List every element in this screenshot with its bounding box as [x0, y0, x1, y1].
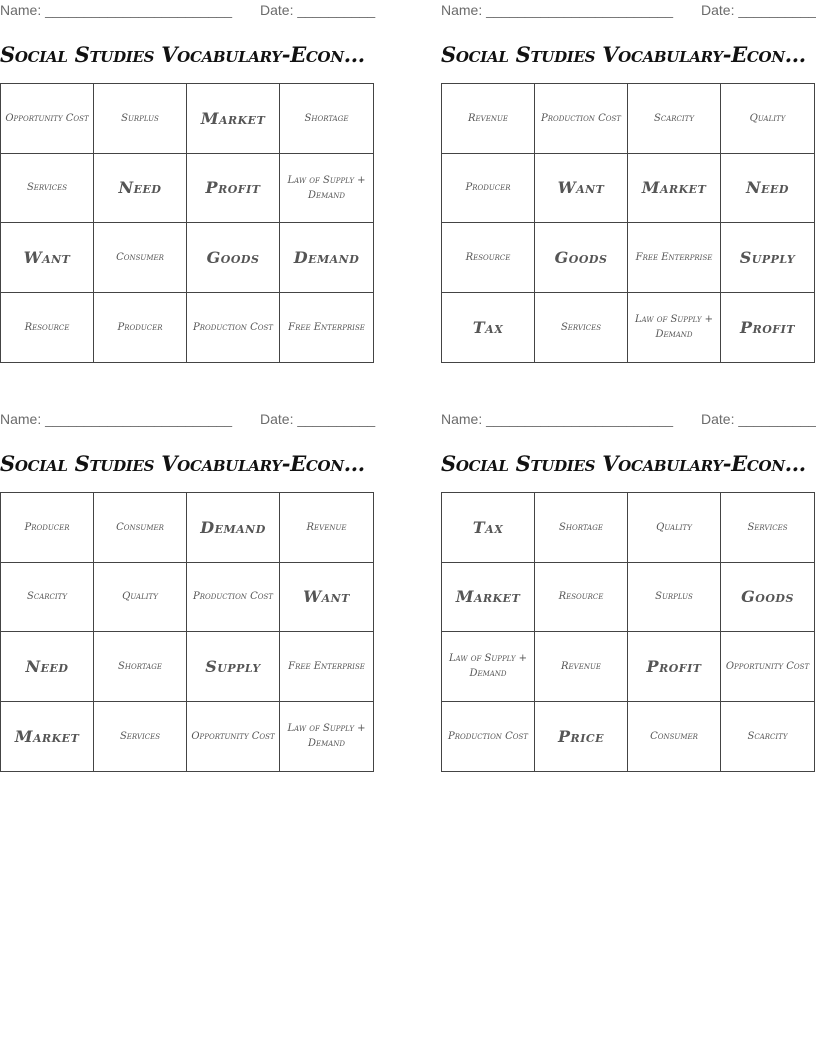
bingo-cell[interactable]: Production Cost — [187, 563, 280, 633]
bingo-cell[interactable]: Services — [721, 493, 814, 563]
bingo-cell[interactable]: Shortage — [94, 632, 187, 702]
date-field[interactable]: Date: __________ — [701, 2, 816, 18]
bingo-cell[interactable]: Scarcity — [628, 84, 721, 154]
bingo-cell[interactable]: Quality — [94, 563, 187, 633]
card-header — [441, 2, 816, 20]
bingo-cell[interactable]: Opportunity Cost — [1, 84, 94, 154]
name-field[interactable]: Name: ________________________ — [0, 411, 232, 427]
bingo-cell[interactable]: Producer — [1, 493, 94, 563]
card-title: Social Studies Vocabulary-Econ... — [441, 42, 806, 67]
bingo-cell[interactable]: Price — [535, 702, 628, 772]
bingo-grid — [0, 83, 374, 363]
bingo-cell[interactable]: Profit — [187, 154, 280, 224]
bingo-cell[interactable]: Opportunity Cost — [187, 702, 280, 772]
name-field[interactable]: Name: ________________________ — [441, 2, 673, 18]
bingo-cell[interactable]: Need — [721, 154, 814, 224]
bingo-cell[interactable]: Want — [535, 154, 628, 224]
bingo-cell[interactable]: Scarcity — [1, 563, 94, 633]
card-header — [441, 411, 816, 429]
bingo-cell[interactable]: Profit — [740, 317, 795, 337]
bingo-cell[interactable]: Market — [1, 702, 94, 772]
bingo-cell[interactable]: Production Cost — [442, 702, 535, 772]
bingo-card-1 — [0, 0, 376, 380]
bingo-cell[interactable]: Tax — [442, 293, 535, 363]
bingo-cell[interactable]: Market — [442, 563, 535, 633]
bingo-cell[interactable]: Want — [280, 563, 373, 633]
bingo-cell[interactable]: Consumer — [94, 493, 187, 563]
bingo-cell[interactable]: Demand — [280, 223, 373, 293]
date-field[interactable]: Date: __________ — [701, 411, 816, 427]
bingo-grid — [0, 492, 374, 772]
bingo-cell[interactable]: Resource — [1, 293, 94, 363]
bingo-cell[interactable]: Producer — [94, 293, 187, 363]
bingo-cell[interactable]: Consumer — [628, 702, 721, 772]
bingo-cell[interactable]: Supply — [187, 632, 280, 702]
bingo-grid — [441, 492, 815, 772]
bingo-cell[interactable]: Production Cost — [535, 84, 628, 154]
bingo-cell[interactable]: Surplus — [94, 84, 187, 154]
bingo-cell[interactable]: Market — [187, 84, 280, 154]
date-field[interactable]: Date: __________ — [260, 2, 376, 18]
bingo-grid — [441, 83, 815, 363]
bingo-card-3 — [0, 409, 376, 789]
bingo-cell[interactable]: Tax — [442, 493, 535, 563]
bingo-cell[interactable]: Consumer — [94, 223, 187, 293]
bingo-cell[interactable]: Resource — [535, 563, 628, 633]
bingo-cell[interactable]: Law of Supply + Demand — [442, 632, 535, 702]
card-title: Social Studies Vocabulary-Econ... — [441, 451, 806, 476]
bingo-cell[interactable]: Market — [628, 154, 721, 224]
bingo-cell[interactable]: Resource — [442, 223, 535, 293]
bingo-cell[interactable]: Revenue — [535, 632, 628, 702]
bingo-cell[interactable]: Shortage — [280, 84, 373, 154]
bingo-cell[interactable]: Supply — [721, 223, 814, 293]
bingo-cell[interactable]: Goods — [535, 223, 628, 293]
bingo-cell[interactable]: Services — [535, 293, 628, 363]
bingo-cell[interactable]: Law of Supply + Demand — [628, 293, 721, 363]
bingo-cell[interactable]: Want — [1, 223, 94, 293]
bingo-cell[interactable]: Need — [94, 154, 187, 224]
bingo-cell[interactable]: Producer — [442, 154, 535, 224]
bingo-cell[interactable]: Goods — [721, 563, 814, 633]
bingo-cell[interactable]: Goods — [187, 223, 280, 293]
bingo-cell[interactable]: Revenue — [442, 84, 535, 154]
bingo-cell[interactable]: Quality — [628, 493, 721, 563]
name-field[interactable]: Name: ________________________ — [441, 411, 673, 427]
bingo-cell[interactable]: Services — [94, 702, 187, 772]
card-title: Social Studies Vocabulary-Econ... — [0, 42, 365, 67]
bingo-cell[interactable]: Revenue — [280, 493, 373, 563]
card-header — [0, 2, 376, 20]
name-field[interactable]: Name: ________________________ — [0, 2, 232, 18]
bingo-cell[interactable]: Need — [1, 632, 94, 702]
card-header — [0, 411, 376, 429]
bingo-cell[interactable]: Scarcity — [747, 730, 788, 742]
bingo-cell[interactable]: Production Cost — [187, 293, 280, 363]
bingo-cell[interactable]: Free Enterprise — [288, 321, 365, 333]
bingo-cell[interactable]: Law of Supply + Demand — [280, 154, 373, 224]
bingo-cell[interactable]: Free Enterprise — [280, 632, 373, 702]
bingo-card-4 — [441, 409, 816, 789]
bingo-cell[interactable]: Free Enterprise — [628, 223, 721, 293]
bingo-cell[interactable]: Shortage — [535, 493, 628, 563]
bingo-cell[interactable]: Services — [1, 154, 94, 224]
bingo-cell[interactable]: Quality — [721, 84, 814, 154]
bingo-cell[interactable]: Law of Supply + Demand — [287, 723, 366, 750]
bingo-cell[interactable]: Opportunity Cost — [721, 632, 814, 702]
bingo-cell[interactable]: Surplus — [628, 563, 721, 633]
card-title: Social Studies Vocabulary-Econ... — [0, 451, 365, 476]
bingo-card-2 — [441, 0, 816, 380]
bingo-cell[interactable]: Demand — [187, 493, 280, 563]
date-field[interactable]: Date: __________ — [260, 411, 376, 427]
bingo-cell[interactable]: Profit — [628, 632, 721, 702]
